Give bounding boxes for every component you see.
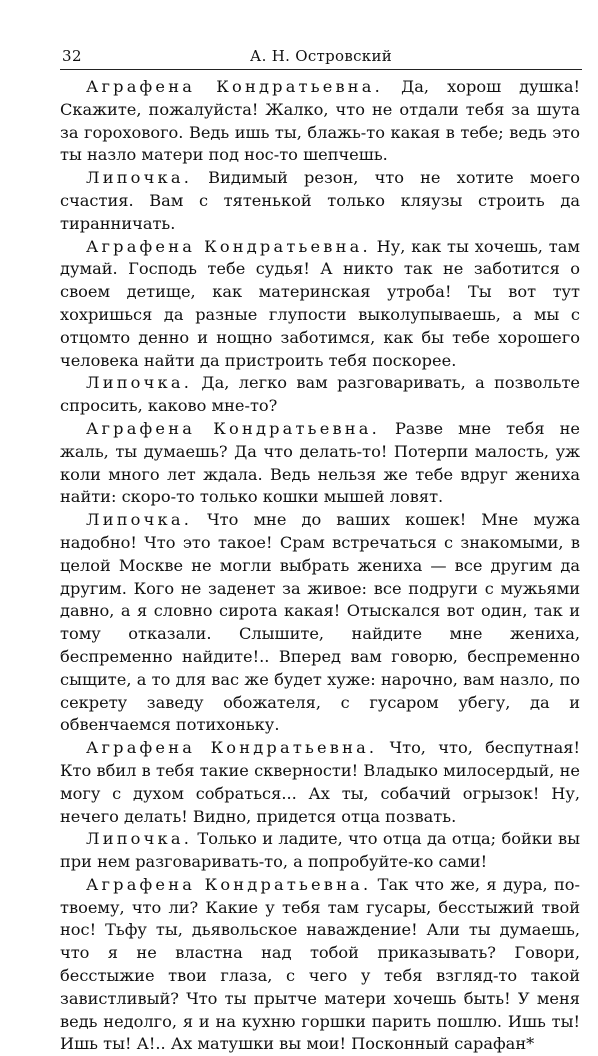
dialogue-paragraph <box>60 509 580 737</box>
page-number: 32 <box>62 47 83 65</box>
speaker-name: Липочка. <box>86 168 193 188</box>
dialogue-paragraph <box>60 737 580 828</box>
speech-text: Только и ладите, что отца да отца; бойки вы при нем разговаривать-то, а попробуйте-ко сами! <box>60 829 580 872</box>
speech-text: Что мне до ваших кошек! Мне мужа надобно! Что это такое! Срам встречаться с знакомыми, в целой Москве не могли выбрать жениха — все другим да другим. Кого не заденет за живое: все подруги с мужьями давно, а я словно сирота какая! Отыскался вот один, так и тому отказали. Слышите, найдите мне жениха, беспременно найдите!.. Вперед вам говорю, беспременно сыщите, а то для вас же будет хуже: нарочно, вам назло, по секрету заведу обожателя, с гусаром убегу, да и обвенчаемся потихоньку. <box>60 510 580 735</box>
speaker-name: Липочка. <box>86 373 193 393</box>
speech-text: Да, легко вам разговаривать, а позвольте спросить, каково мне-то? <box>60 373 580 416</box>
speaker-name: Аграфена Кондратьевна. <box>86 738 378 758</box>
dialogue-paragraph <box>60 236 580 373</box>
dialogue-paragraph <box>60 874 580 1056</box>
running-title: А. Н. Островский <box>249 47 393 65</box>
speaker-name: Липочка. <box>86 510 193 530</box>
speech-text: Разве мне тебя не жаль, ты думаешь? Да что делать-то! Потерпи малость, уж коли много лет ждала. Ведь нельзя же тебе вдруг жениха найти: скоро-то только кошки мышей ловят. <box>60 418 580 507</box>
speaker-name: Липочка. <box>86 829 193 849</box>
speaker-name: Аграфена Кондратьевна. <box>86 77 383 96</box>
dialogue-paragraph <box>60 828 580 874</box>
speaker-name: Аграфена Кондратьевна. <box>86 236 371 256</box>
speaker-name: Аграфена Кондратьевна. <box>86 874 372 894</box>
dialogue-paragraph <box>60 418 580 509</box>
body-text <box>60 76 580 1056</box>
speech-text: Видимый резон, что не хотите моего счастия. Вам с тятенькой только кляузы строить да тиранничать. <box>60 168 580 233</box>
dialogue-paragraph <box>60 372 580 418</box>
speech-text: Да, хорош душка! Скажите, пожалуйста! Жалко, что не отдали тебя за шута за горохового. Ведь ишь ты, блажь-то какая в тебе; ведь это ты назло матери под нос-то шепчешь. <box>60 77 580 165</box>
dialogue-paragraph <box>60 167 580 235</box>
speech-text: Так что же, я дура, по-твоему, что ли? Какие у тебя там гусары, бесстыжий твой нос! Тьфу ты, дьявольское наваждение! Али ты думаешь, что я не властна над тобой приказывать? Говори, бесстыжие твои глаза, с чего у тебя взгляд-то такой завистливый? Что ты прытче матери хочешь быть! У меня ведь недолго, я и на кухню горшки парить пошлю. Ишь ты! Ишь ты! А!.. Ах матушки вы мои! Посконный сарафан* <box>60 874 581 1054</box>
dialogue-paragraph <box>60 76 580 167</box>
speech-text: Ну, как ты хочешь, там думай. Господь тебе судья! А никто так не заботится о своем детище, как материнская утроба! Ты вот тут хохришься да разные глупости выколупываешь, а мы с отцомто денно и нощно заботимся, как бы тебе хорошего человека найти да пристроить тебя поскорее. <box>60 236 580 370</box>
speech-text: Что, что, беспутная! Кто вбил в тебя такие скверности! Владыко милосердый, не могу с духом собраться... Ах ты, собачий огрызок! Ну, нечего делать! Видно, придется отца позвать. <box>60 738 580 826</box>
running-head <box>60 43 582 70</box>
speaker-name: Аграфена Кондратьевна. <box>86 418 380 438</box>
